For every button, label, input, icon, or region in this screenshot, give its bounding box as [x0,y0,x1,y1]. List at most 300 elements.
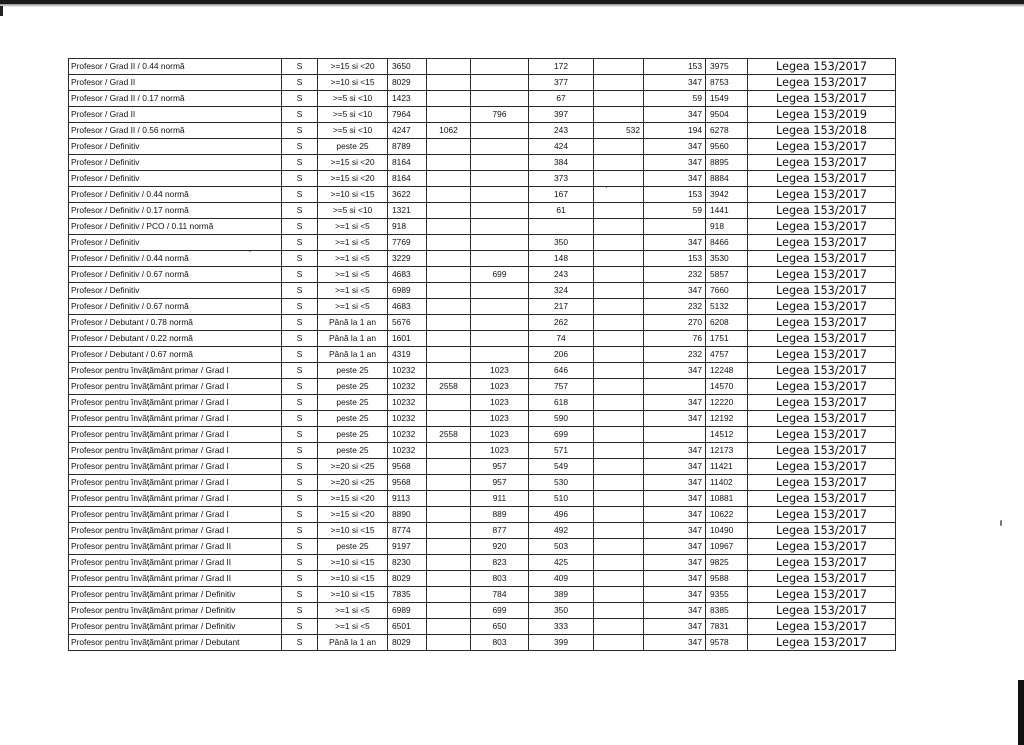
table-row [69,379,896,395]
cell-vechime: >=10 si <15 [318,187,388,203]
cell-lege: Legea 153/2017 [748,59,896,75]
cell-spor-3: 172 [529,59,594,75]
cell-spor-1 [427,395,471,411]
cell-spor-5: 153 [644,187,706,203]
scan-speck [1000,520,1002,526]
cell-spor-5: 347 [644,107,706,123]
cell-tip: S [282,507,318,523]
cell-spor-1 [427,187,471,203]
cell-spor-4 [594,331,644,347]
cell-vechime: peste 25 [318,139,388,155]
cell-salariu-baza: 10232 [388,411,427,427]
cell-vechime: >=1 si <5 [318,219,388,235]
cell-salariu-baza: 8890 [388,507,427,523]
cell-total: 14512 [706,427,748,443]
cell-total: 8895 [706,155,748,171]
cell-functie: Profesor / Definitiv / 0.67 normă [69,267,282,283]
cell-spor-2: 1023 [471,427,529,443]
cell-total: 1549 [706,91,748,107]
cell-spor-5: 59 [644,91,706,107]
cell-tip: S [282,267,318,283]
cell-spor-3: 549 [529,459,594,475]
cell-spor-1 [427,219,471,235]
cell-spor-1 [427,635,471,651]
cell-spor-2: 889 [471,507,529,523]
cell-vechime: >=5 si <10 [318,203,388,219]
cell-spor-4 [594,187,644,203]
cell-lege: Legea 153/2017 [748,475,896,491]
cell-spor-5: 59 [644,203,706,219]
cell-spor-2: 699 [471,603,529,619]
cell-total: 5132 [706,299,748,315]
cell-salariu-baza: 10232 [388,395,427,411]
cell-spor-5: 76 [644,331,706,347]
cell-tip: S [282,59,318,75]
cell-spor-1 [427,603,471,619]
cell-spor-2: 823 [471,555,529,571]
cell-spor-5: 347 [644,411,706,427]
cell-vechime: >=1 si <5 [318,299,388,315]
cell-salariu-baza: 5676 [388,315,427,331]
cell-spor-5: 347 [644,523,706,539]
cell-spor-4 [594,555,644,571]
cell-spor-5: 153 [644,251,706,267]
cell-vechime: >=1 si <5 [318,267,388,283]
table-row [69,235,896,251]
cell-tip: S [282,635,318,651]
table-row [69,635,896,651]
cell-spor-2: 1023 [471,363,529,379]
cell-spor-2 [471,315,529,331]
cell-total: 8884 [706,171,748,187]
cell-spor-3: 67 [529,91,594,107]
cell-total: 11421 [706,459,748,475]
cell-spor-4: 532 [594,123,644,139]
cell-spor-4 [594,299,644,315]
scan-top-shadow [0,4,1024,7]
cell-total: 12192 [706,411,748,427]
cell-vechime: peste 25 [318,427,388,443]
cell-tip: S [282,91,318,107]
cell-spor-4 [594,171,644,187]
cell-tip: S [282,139,318,155]
cell-spor-1 [427,491,471,507]
cell-spor-1 [427,363,471,379]
cell-lege: Legea 153/2017 [748,539,896,555]
cell-spor-2 [471,59,529,75]
cell-total: 9560 [706,139,748,155]
table-row [69,123,896,139]
cell-salariu-baza: 8029 [388,635,427,651]
cell-total: 10967 [706,539,748,555]
cell-lege: Legea 153/2017 [748,171,896,187]
cell-functie: Profesor / Debutant / 0.67 normă [69,347,282,363]
cell-tip: S [282,107,318,123]
cell-vechime: >=10 si <15 [318,555,388,571]
cell-total: 8385 [706,603,748,619]
cell-spor-3: 350 [529,235,594,251]
cell-functie: Profesor pentru învățământ primar / Grad I [69,427,282,443]
cell-spor-1: 2558 [427,427,471,443]
table-row [69,555,896,571]
table-row [69,411,896,427]
cell-spor-3: 243 [529,123,594,139]
cell-total: 9578 [706,635,748,651]
table-row [69,187,896,203]
cell-salariu-baza: 7964 [388,107,427,123]
cell-spor-4 [594,459,644,475]
cell-functie: Profesor pentru învățământ primar / Grad I [69,395,282,411]
cell-spor-2 [471,331,529,347]
table-row [69,459,896,475]
table-row [69,251,896,267]
cell-spor-1 [427,299,471,315]
cell-tip: S [282,395,318,411]
table-row [69,219,896,235]
cell-spor-5 [644,219,706,235]
cell-spor-5: 347 [644,539,706,555]
cell-spor-1 [427,411,471,427]
cell-spor-3: 324 [529,283,594,299]
cell-vechime: >=15 si <20 [318,155,388,171]
cell-tip: S [282,443,318,459]
cell-total: 9588 [706,571,748,587]
cell-spor-1 [427,347,471,363]
cell-lege: Legea 153/2017 [748,203,896,219]
cell-lege: Legea 153/2017 [748,507,896,523]
cell-lege: Legea 153/2017 [748,91,896,107]
cell-salariu-baza: 3650 [388,59,427,75]
cell-spor-5: 347 [644,459,706,475]
cell-spor-5: 232 [644,299,706,315]
cell-tip: S [282,347,318,363]
table-row [69,203,896,219]
cell-functie: Profesor pentru învățământ primar / Grad II [69,571,282,587]
table-row [69,523,896,539]
cell-functie: Profesor / Definitiv [69,235,282,251]
cell-spor-4 [594,507,644,523]
cell-spor-5: 347 [644,155,706,171]
table-row [69,443,896,459]
cell-tip: S [282,299,318,315]
cell-spor-2: 1023 [471,395,529,411]
cell-tip: S [282,235,318,251]
table-row [69,347,896,363]
cell-spor-5: 347 [644,139,706,155]
cell-total: 10881 [706,491,748,507]
cell-salariu-baza: 8774 [388,523,427,539]
cell-spor-4 [594,107,644,123]
cell-spor-3: 492 [529,523,594,539]
cell-spor-2 [471,283,529,299]
cell-spor-4 [594,539,644,555]
cell-spor-4 [594,235,644,251]
cell-spor-4 [594,91,644,107]
cell-tip: S [282,491,318,507]
cell-spor-4 [594,363,644,379]
cell-functie: Profesor / Definitiv [69,171,282,187]
cell-tip: S [282,315,318,331]
cell-salariu-baza: 10232 [388,363,427,379]
cell-functie: Profesor / Definitiv / PCO / 0.11 normă [69,219,282,235]
cell-spor-4 [594,475,644,491]
cell-functie: Profesor pentru învățământ primar / Grad II [69,555,282,571]
table-row [69,267,896,283]
cell-functie: Profesor pentru învățământ primar / Definitiv [69,619,282,635]
cell-spor-1 [427,443,471,459]
cell-spor-3: 424 [529,139,594,155]
cell-functie: Profesor pentru învățământ primar / Grad I [69,411,282,427]
cell-lege: Legea 153/2017 [748,555,896,571]
cell-total: 6278 [706,123,748,139]
table-row [69,315,896,331]
cell-spor-1 [427,459,471,475]
cell-spor-1 [427,315,471,331]
cell-spor-3: 397 [529,107,594,123]
cell-spor-2 [471,75,529,91]
cell-salariu-baza: 8164 [388,155,427,171]
cell-tip: S [282,619,318,635]
cell-salariu-baza: 7835 [388,587,427,603]
cell-spor-4 [594,619,644,635]
cell-spor-3: 409 [529,571,594,587]
cell-lege: Legea 153/2017 [748,283,896,299]
cell-vechime: >=10 si <15 [318,587,388,603]
cell-spor-3: 384 [529,155,594,171]
cell-lege: Legea 153/2017 [748,331,896,347]
cell-functie: Profesor pentru învățământ primar / Grad I [69,443,282,459]
cell-total: 918 [706,219,748,235]
cell-lege: Legea 153/2017 [748,395,896,411]
table-row [69,395,896,411]
table-row [69,363,896,379]
cell-spor-2: 877 [471,523,529,539]
cell-spor-2: 957 [471,459,529,475]
cell-total: 1441 [706,203,748,219]
cell-salariu-baza: 8164 [388,171,427,187]
cell-tip: S [282,379,318,395]
cell-spor-1 [427,571,471,587]
cell-functie: Profesor / Grad II [69,107,282,123]
cell-salariu-baza: 1601 [388,331,427,347]
cell-total: 4757 [706,347,748,363]
cell-lege: Legea 153/2017 [748,155,896,171]
cell-total: 9355 [706,587,748,603]
cell-salariu-baza: 8029 [388,75,427,91]
cell-tip: S [282,187,318,203]
cell-spor-5: 347 [644,363,706,379]
cell-spor-5: 347 [644,235,706,251]
cell-spor-3: 425 [529,555,594,571]
table-row [69,587,896,603]
cell-tip: S [282,555,318,571]
table-row [69,475,896,491]
cell-spor-2: 803 [471,635,529,651]
table-row [69,619,896,635]
scan-right-edge [1018,680,1024,745]
cell-spor-2: 911 [471,491,529,507]
cell-spor-1 [427,75,471,91]
cell-spor-2 [471,235,529,251]
cell-spor-4 [594,603,644,619]
cell-functie: Profesor / Definitiv / 0.44 normă [69,251,282,267]
cell-salariu-baza: 9568 [388,459,427,475]
cell-spor-4 [594,203,644,219]
cell-functie: Profesor / Grad II / 0.17 normă [69,91,282,107]
cell-vechime: >=15 si <20 [318,491,388,507]
cell-functie: Profesor pentru învățământ primar / Definitiv [69,603,282,619]
cell-spor-3: 373 [529,171,594,187]
cell-salariu-baza: 9113 [388,491,427,507]
cell-spor-1 [427,555,471,571]
cell-lege: Legea 153/2017 [748,363,896,379]
cell-spor-3 [529,219,594,235]
cell-salariu-baza: 10232 [388,443,427,459]
cell-spor-2: 699 [471,267,529,283]
cell-spor-2: 784 [471,587,529,603]
cell-functie: Profesor pentru învățământ primar / Grad I [69,475,282,491]
cell-tip: S [282,571,318,587]
cell-lege: Legea 153/2017 [748,315,896,331]
cell-vechime: >=5 si <10 [318,107,388,123]
cell-lege: Legea 153/2017 [748,379,896,395]
cell-spor-2 [471,155,529,171]
cell-spor-4 [594,379,644,395]
cell-spor-3: 757 [529,379,594,395]
cell-spor-2 [471,139,529,155]
cell-spor-1 [427,171,471,187]
cell-vechime: >=1 si <5 [318,235,388,251]
cell-spor-5: 347 [644,475,706,491]
cell-total: 1751 [706,331,748,347]
cell-tip: S [282,587,318,603]
cell-spor-3: 646 [529,363,594,379]
table-row [69,299,896,315]
cell-spor-5: 347 [644,507,706,523]
cell-spor-4 [594,251,644,267]
cell-tip: S [282,123,318,139]
cell-salariu-baza: 6501 [388,619,427,635]
cell-total: 9825 [706,555,748,571]
cell-functie: Profesor pentru învățământ primar / Grad II [69,539,282,555]
cell-spor-3: 496 [529,507,594,523]
cell-spor-5: 153 [644,59,706,75]
cell-lege: Legea 153/2017 [748,427,896,443]
cell-total: 3530 [706,251,748,267]
cell-spor-4 [594,395,644,411]
table-row [69,491,896,507]
cell-spor-1 [427,203,471,219]
cell-lege: Legea 153/2017 [748,235,896,251]
cell-vechime: >=1 si <5 [318,283,388,299]
cell-vechime: Până la 1 an [318,347,388,363]
table-row [69,539,896,555]
cell-spor-3: 61 [529,203,594,219]
cell-spor-3: 530 [529,475,594,491]
cell-spor-2 [471,251,529,267]
cell-total: 12173 [706,443,748,459]
cell-vechime: peste 25 [318,379,388,395]
cell-lege: Legea 153/2017 [748,139,896,155]
cell-tip: S [282,203,318,219]
cell-spor-3: 350 [529,603,594,619]
cell-spor-3: 262 [529,315,594,331]
cell-functie: Profesor / Grad II / 0.56 normă [69,123,282,139]
cell-spor-4 [594,635,644,651]
cell-spor-5: 232 [644,347,706,363]
cell-spor-2: 796 [471,107,529,123]
cell-functie: Profesor / Definitiv [69,139,282,155]
cell-functie: Profesor pentru învățământ primar / Grad I [69,491,282,507]
cell-total: 6208 [706,315,748,331]
table-row [69,107,896,123]
cell-lege: Legea 153/2018 [748,123,896,139]
cell-spor-2: 957 [471,475,529,491]
cell-spor-4 [594,219,644,235]
cell-functie: Profesor pentru învățământ primar / Debutant [69,635,282,651]
salary-table [68,58,896,651]
cell-salariu-baza: 4683 [388,299,427,315]
cell-vechime: >=1 si <5 [318,619,388,635]
cell-salariu-baza: 4247 [388,123,427,139]
table-row [69,331,896,347]
table-row [69,139,896,155]
cell-spor-4 [594,283,644,299]
cell-spor-2: 920 [471,539,529,555]
cell-spor-5: 347 [644,619,706,635]
cell-vechime: >=10 si <15 [318,571,388,587]
cell-lege: Legea 153/2017 [748,219,896,235]
cell-spor-5: 270 [644,315,706,331]
cell-tip: S [282,219,318,235]
cell-spor-3: 399 [529,635,594,651]
cell-lege: Legea 153/2017 [748,587,896,603]
cell-tip: S [282,411,318,427]
cell-vechime: >=20 si <25 [318,475,388,491]
cell-total: 12248 [706,363,748,379]
cell-functie: Profesor pentru învățământ primar / Grad I [69,459,282,475]
cell-vechime: peste 25 [318,443,388,459]
cell-spor-5: 347 [644,171,706,187]
table-row [69,507,896,523]
cell-spor-1 [427,507,471,523]
cell-lege: Legea 153/2017 [748,187,896,203]
cell-spor-4 [594,315,644,331]
cell-spor-4 [594,155,644,171]
cell-spor-2: 650 [471,619,529,635]
cell-spor-3: 333 [529,619,594,635]
cell-salariu-baza: 3622 [388,187,427,203]
cell-spor-4 [594,75,644,91]
cell-functie: Profesor pentru învățământ primar / Definitiv [69,587,282,603]
cell-spor-4 [594,571,644,587]
cell-vechime: >=15 si <20 [318,171,388,187]
cell-spor-4 [594,267,644,283]
cell-lege: Legea 153/2017 [748,571,896,587]
cell-total: 9504 [706,107,748,123]
cell-spor-5: 347 [644,283,706,299]
cell-spor-1 [427,251,471,267]
cell-vechime: peste 25 [318,395,388,411]
cell-spor-2: 1023 [471,443,529,459]
cell-lege: Legea 153/2019 [748,107,896,123]
cell-tip: S [282,75,318,91]
cell-total: 7831 [706,619,748,635]
cell-tip: S [282,427,318,443]
table-row [69,603,896,619]
cell-lege: Legea 153/2017 [748,75,896,91]
cell-vechime: Până la 1 an [318,331,388,347]
